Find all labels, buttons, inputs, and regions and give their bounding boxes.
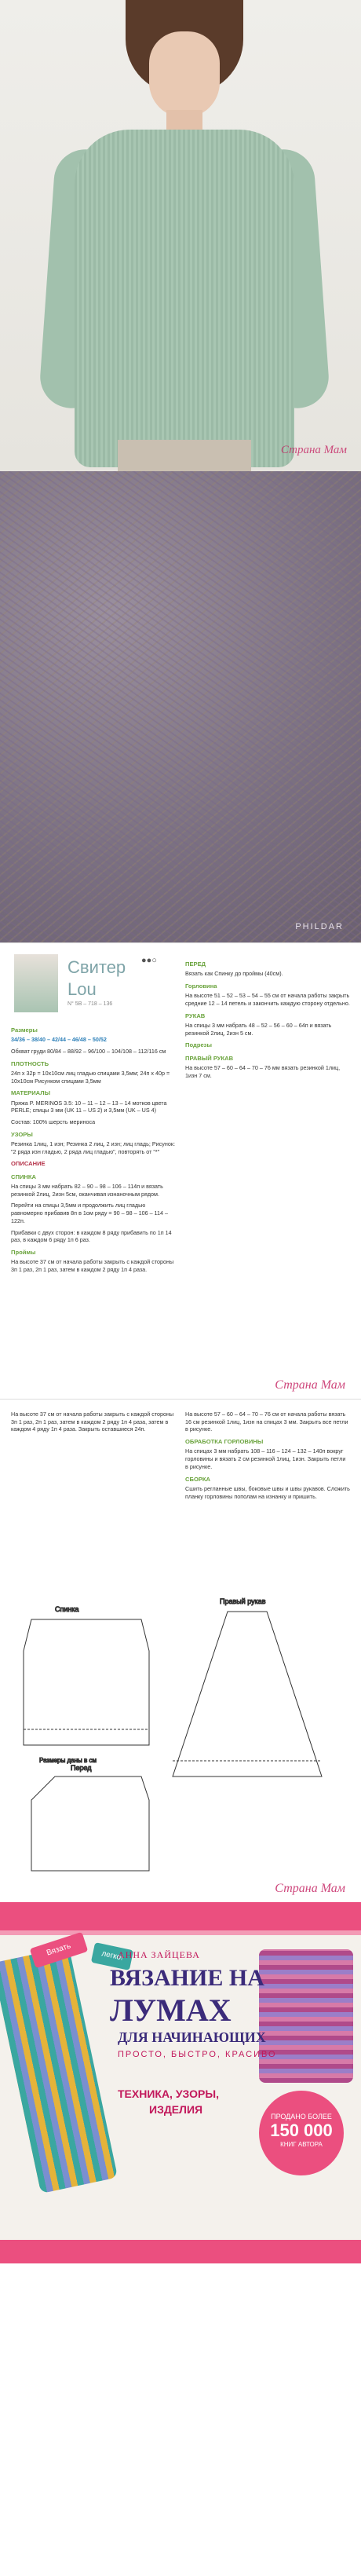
stitches-text: Резинка 1лиц, 1 изн; Резинка 2 лиц, 2 изн; лиц гладь; Рисунок: "2 ряда изн гладью, 2 ряда лиц гладью", повторять от "*" [11, 1140, 175, 1155]
book-subtitle: ПРОСТО, БЫСТРО, КРАСИВО [118, 2050, 277, 2059]
page2-right-text: На высоте 57 – 60 – 64 – 70 – 76 см от начала работы вязать 16 см резинкой 1лиц, 1изн на спицах 3 мм. Закрыть все петли в рисунке. [185, 1411, 348, 1433]
left-column [11, 1022, 176, 1278]
cover-banner [0, 1902, 361, 1930]
page2-left-column [11, 1411, 176, 1437]
neck-text: На высоте 51 – 52 – 53 – 54 – 55 см от начала работы закрыть средние 12 – 14 петель и закончить каждую сторону отдельно. [185, 992, 350, 1007]
front-heading: ПЕРЕД [185, 961, 206, 968]
sweater-photo [0, 0, 361, 471]
watermark: Страна Мам [280, 444, 347, 456]
description-heading: ОПИСАНИЕ [11, 1160, 46, 1168]
neck-heading: Горловина [185, 982, 217, 990]
gauge-text: 24п х 32р = 10х10см лиц гладью спицами 3,5мм; 24п х 40р = 10х10см Рисунком спицами 3,5мм [11, 1069, 170, 1085]
pattern-page-2 [0, 1399, 361, 1902]
stitches-heading: УЗОРЫ [11, 1130, 33, 1138]
right-column [185, 956, 350, 1083]
pattern-title: Свитер [67, 957, 126, 977]
book-title-line1: ВЯЗАНИЕ НА [110, 1965, 264, 1991]
materials-text: Пряжа P. MERINOS 3.5: 10 – 11 – 12 – 13 – 14 мотков цвета PERLE; спицы 3 мм (UK 11 – US 2) и 3,5мм (UK – US 4) [11, 1099, 167, 1114]
cuff-heading: Подрезы [185, 1041, 212, 1049]
cover-banner-stripe [0, 1930, 361, 1935]
sleeve-heading: РУКАВ [185, 1012, 206, 1019]
sizes-values: 34/36 – 38/40 – 42/44 – 46/48 – 50/52 [11, 1036, 107, 1044]
tag-knit: Вязать [30, 1932, 89, 1968]
pattern-ref: N° 5B – 718 – 136 [67, 1001, 113, 1007]
difficulty-dots-icon: ●●○ [141, 956, 157, 965]
back-text-3: Прибавки с двух сторон: в каждом 8 ряду прибавить по 1п 14 раз, в каждом 6 ряду 1п 6 раз. [11, 1228, 172, 1244]
schematic-diagram [8, 1588, 353, 1886]
armhole-heading: Проймы [11, 1249, 36, 1256]
book-features-line1: ТЕХНИКА, УЗОРЫ, [118, 2088, 219, 2100]
raglan-heading: ПРАВЫЙ РУКАВ [185, 1054, 234, 1062]
sizes-heading: Размеры [11, 1026, 38, 1034]
pattern-name: Lou [67, 979, 97, 999]
badge-top: ПРОДАНО БОЛЕЕ [271, 2113, 332, 2120]
book-author: АННА ЗАЙЦЕВА [118, 1949, 200, 1960]
finishing-text: На спицах 3 мм набрать 108 – 116 – 124 – 132 – 140п вокруг горловины и вязать 2 см резинкой 1лиц, 1изн. Закрыть петли в рисунке. [185, 1447, 346, 1470]
sales-badge [259, 2091, 344, 2175]
front-text: Вязать как Спинку до проймы (40см). [185, 970, 283, 978]
raglan-text: На высоте 57 – 60 – 64 – 70 – 76 мм вязать резинкой 1лиц, 1изн 7 см. [185, 1063, 341, 1079]
book-cover [0, 1902, 361, 2263]
page2-left-text: На высоте 37 см от начала работы закрыть с каждой стороны 3п 1 раз, 2п 1 раз, затем в каждом 2 ряду 1п 4 раза, затем в каждом 4 ряду 1п 4 раза. Закрыть оставшиеся 24п. [11, 1411, 174, 1433]
back-text-2: Перейти на спицы 3,5мм и продолжить лиц гладью равномерно прибавив 8п в 1ом ряду = 90 – 98 – 106 – 114 – 122п. [11, 1202, 169, 1224]
front-schematic [31, 1776, 149, 1871]
yarn-skeins-image [259, 1949, 353, 2083]
finishing-heading: ОБРАБОТКА ГОРЛОВИНЫ [185, 1438, 264, 1446]
badge-bottom: КНИГ АВТОРА [280, 2141, 323, 2148]
badge-number: 150 000 [270, 2120, 333, 2140]
sizes-note: Обхват груди 80/84 – 88/92 – 96/100 – 104/108 – 112/116 см [11, 1047, 166, 1055]
sizes-label: Размеры даны в см [39, 1757, 97, 1764]
pattern-thumbnail [14, 954, 58, 1012]
sleeve-schematic [173, 1612, 322, 1776]
back-schematic [24, 1619, 149, 1745]
page2-right-column [185, 1411, 350, 1504]
gauge-heading: ПЛОТНОСТЬ [11, 1059, 49, 1067]
watermark: Страна Мам [275, 1378, 345, 1392]
watermark: Страна Мам [275, 1882, 345, 1895]
book-title-line3: ДЛЯ НАЧИНАЮЩИХ [118, 2029, 266, 2045]
armhole-text: На высоте 37 см от начала работы закрыть с каждой стороны 3п 1 раз, 2п 1 раз, затем в каждом 2 ряду 1п 4 раза. [11, 1258, 174, 1273]
yarn-brand-logo: PHILDAR [295, 922, 344, 931]
schematic-label-sleeve: Правый рукав [220, 1597, 266, 1605]
schematic-label-back: Спинка [55, 1605, 79, 1613]
assembly-text: Сшить регланные швы, боковые швы и швы рукавов. Сложить планку горловины пополам на изнанку и пришить. [185, 1484, 350, 1500]
model-jeans [118, 440, 251, 471]
tag-easy: легко! [91, 1942, 133, 1970]
yarn-closeup-photo [0, 471, 361, 942]
model-face [149, 31, 220, 118]
knitting-loom-image [0, 1947, 118, 2194]
book-features-line2: ИЗДЕЛИЯ [149, 2103, 203, 2116]
pattern-page-1 [0, 942, 361, 1399]
cover-bottom-bar [0, 2240, 361, 2263]
sleeve-text: На спицы 3 мм набрать 48 – 52 – 56 – 60 – 64п и вязать резинкой 2лиц, 2изн 5 см. [185, 1021, 332, 1037]
composition-text: Состав: 100% шерсть мериноса [11, 1118, 96, 1126]
book-title-line2: ЛУМАХ [110, 1992, 232, 2028]
materials-heading: МАТЕРИАЛЫ [11, 1089, 50, 1097]
schematic-label-front: Перед [71, 1764, 92, 1772]
assembly-heading: СБОРКА [185, 1475, 211, 1483]
back-heading: СПИНКА [11, 1173, 37, 1180]
sweater-body [75, 130, 294, 467]
back-text-1: На спицы 3 мм набрать 82 – 90 – 98 – 106 – 114п и вязать резинкой 2лиц, 2изн 5см, оканчивая изнаночным рядом. [11, 1182, 163, 1198]
